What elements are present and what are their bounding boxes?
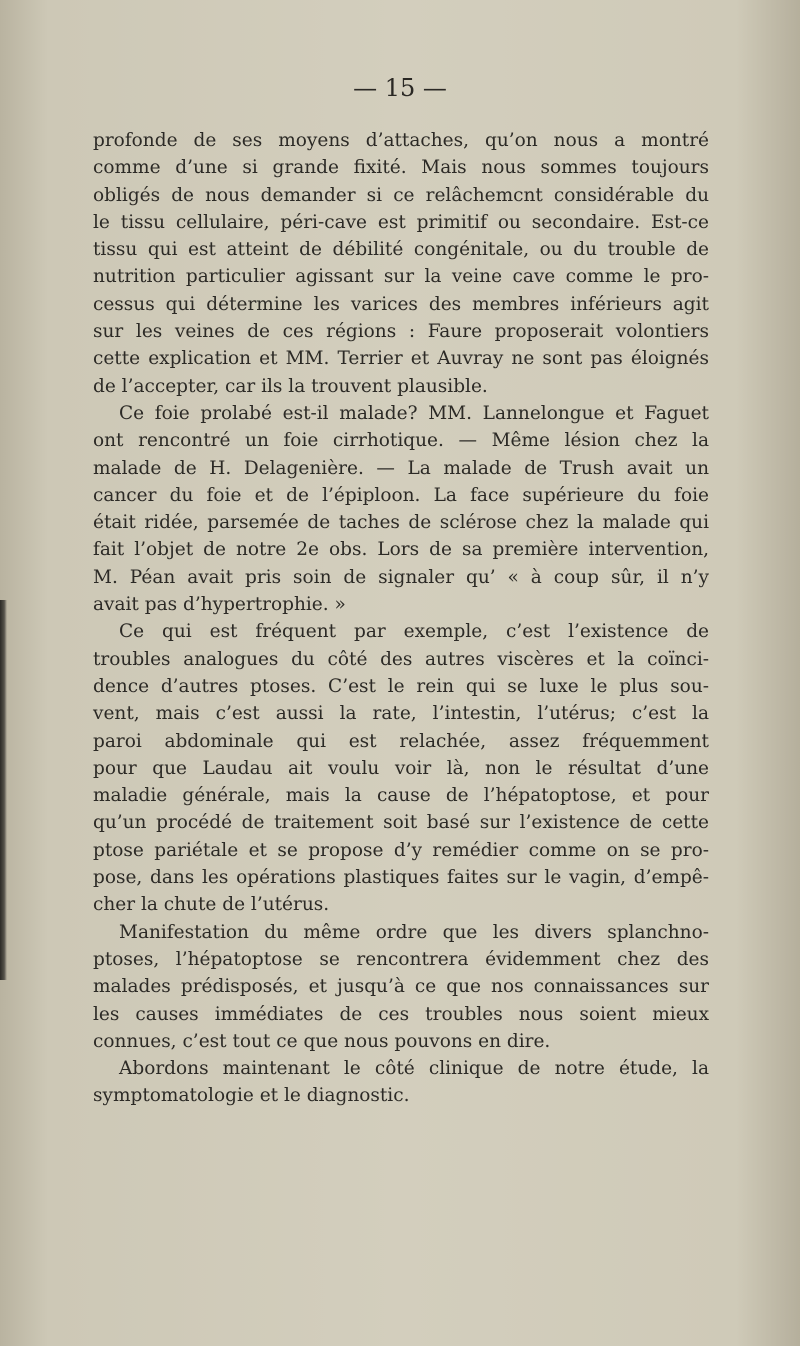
text-line: sur les veines de ces régions : Faure proposerait volontiers: [93, 321, 709, 343]
text-line: malade de H. Delagenière. — La malade de Trush avait un: [93, 457, 709, 479]
text-line: obligés de nous demander si ce relâchemcnt considérable du: [93, 184, 709, 206]
text-line: tissu qui est atteint de débilité congénitale, ou du trouble de: [93, 239, 709, 261]
text-line: troubles analogues du côté des autres viscères et la coïnci-: [93, 648, 709, 670]
text-line: cette explication et MM. Terrier et Auvray ne sont pas éloignés: [93, 348, 709, 370]
text-line: maladie générale, mais la cause de l’hépatoptose, et pour: [93, 785, 709, 807]
text-line: symptomatologie et le diagnostic.: [93, 1085, 410, 1107]
text-line: paroi abdominale qui est relachée, assez fréquemment: [93, 730, 709, 752]
text-line: cher la chute de l’utérus.: [93, 894, 330, 916]
text-line: fait l’objet de notre 2e obs. Lors de sa première intervention,: [93, 539, 709, 561]
text-line: ptoses, l’hépatoptose se rencontrera évidemment chez des: [93, 948, 709, 970]
text-line: qu’un procédé de traitement soit basé sur l’existence de cette: [93, 812, 709, 834]
text-line: M. Péan avait pris soin de signaler qu’ « à coup sûr, il n’y: [93, 566, 709, 588]
body-text: [93, 127, 709, 1110]
text-line: Manifestation du même ordre que les divers splanchno-: [119, 921, 709, 943]
text-line: cessus qui détermine les varices des membres inférieurs agit: [93, 293, 709, 315]
text-line: connues, c’est tout ce que nous pouvons en dire.: [93, 1030, 551, 1052]
text-line: pose, dans les opérations plastiques faites sur le vagin, d’empê-: [93, 867, 709, 889]
text-line: les causes immédiates de ces troubles nous soient mieux: [93, 1003, 709, 1025]
binding-shadow: [0, 600, 7, 980]
text-line: de l’accepter, car ils la trouvent plausible.: [93, 375, 488, 397]
text-line: ont rencontré un foie cirrhotique. — Même lésion chez la: [93, 430, 709, 452]
text-line: Ce qui est fréquent par exemple, c’est l’existence de: [119, 621, 709, 643]
text-line: vent, mais c’est aussi la rate, l’intestin, l’utérus; c’est la: [93, 703, 709, 725]
text-line: Abordons maintenant le côté clinique de notre étude, la: [119, 1058, 709, 1080]
text-line: avait pas d’hypertrophie. »: [93, 594, 346, 616]
text-line: le tissu cellulaire, péri-cave est primitif ou secondaire. Est-ce: [93, 211, 709, 233]
text-line: cancer du foie et de l’épiploon. La face supérieure du foie: [93, 484, 709, 506]
text-line: Ce foie prolabé est-il malade? MM. Lannelongue et Faguet: [119, 402, 709, 424]
page-number: — 15 —: [353, 74, 447, 102]
text-line: nutrition particulier agissant sur la veine cave comme le pro-: [93, 266, 709, 288]
text-line: ptose pariétale et se propose d’y remédier comme on se pro-: [93, 839, 709, 861]
text-line: malades prédisposés, et jusqu’à ce que nos connaissances sur: [93, 976, 709, 998]
text-line: dence d’autres ptoses. C’est le rein qui se luxe le plus sou-: [93, 675, 709, 697]
text-line: comme d’une si grande fixité. Mais nous sommes toujours: [93, 157, 709, 179]
text-line: était ridée, parsemée de taches de sclérose chez la malade qui: [93, 512, 709, 534]
text-line: profonde de ses moyens d’attaches, qu’on nous a montré: [93, 130, 709, 151]
text-line: pour que Laudau ait voulu voir là, non le résultat d’une: [93, 757, 709, 779]
